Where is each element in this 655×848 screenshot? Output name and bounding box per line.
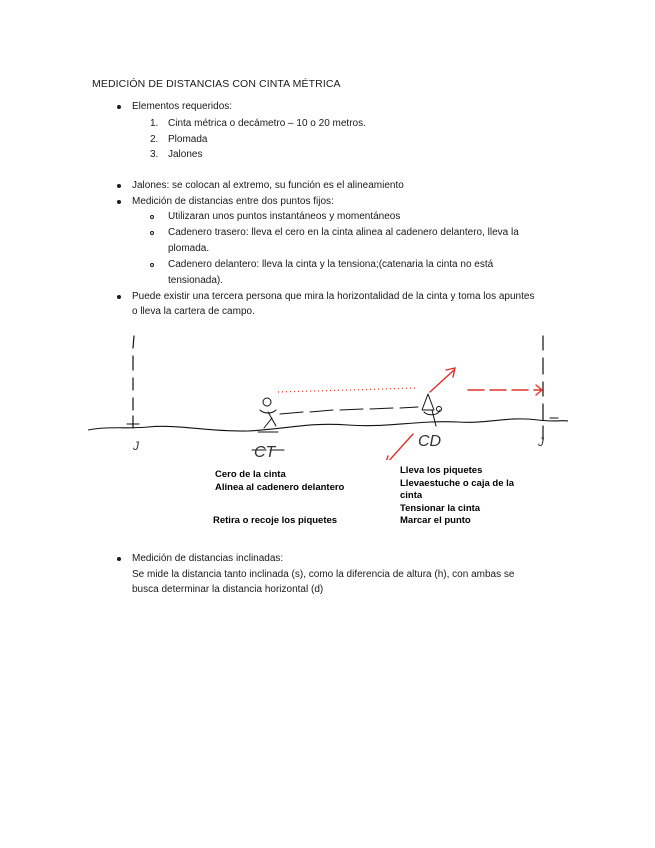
note-line: cinta: [400, 490, 423, 501]
list-item: Plomada: [168, 134, 208, 145]
bullet-dot: [117, 184, 121, 188]
note-line: Cero de la cinta: [215, 469, 286, 480]
note-line: Marcar el punto: [400, 515, 471, 526]
list-item: Cinta métrica o decámetro – 10 o 20 metros.: [168, 118, 366, 129]
bullet-dot: [117, 295, 121, 299]
jalon-left-label: J: [133, 439, 139, 453]
paragraph-line: busca determinar la distancia horizontal (d): [132, 584, 324, 595]
list-number: 2.: [150, 134, 159, 145]
list-number: 3.: [150, 149, 159, 160]
sub-bullet: [150, 215, 154, 219]
bullet-puntos-fijos: Medición de distancias entre dos puntos fijos:: [132, 196, 334, 207]
sub-item: Cadenero delantero: lleva la cinta y la tensiona;(catenaria la cinta no está: [168, 259, 494, 270]
note-line: Llevaestuche o caja de la: [400, 477, 515, 489]
bullet-jalones: Jalones: se colocan al extremo, su función es el alineamiento: [132, 180, 404, 191]
note-cd: [400, 465, 514, 528]
bullet-elementos: Elementos requeridos:: [132, 101, 233, 112]
bullet-tercera-persona: Puede existir una tercera persona que mira la horizontalidad de la cinta y toma los apuntes: [132, 291, 535, 302]
jalon-right-label: J: [538, 435, 544, 449]
tape-measuring-sketch: [88, 330, 568, 460]
note-line: Lleva los piquetes: [400, 465, 483, 476]
sub-item: Cadenero trasero: lleva el cero en la cinta alinea al cadenero delantero, lleva la: [168, 227, 519, 238]
bullet-inclinadas: Medición de distancias inclinadas:: [132, 553, 284, 564]
page-title: MEDICIÓN DE DISTANCIAS CON CINTA MÉTRICA: [92, 78, 341, 90]
sub-item-continued: tensionada).: [168, 275, 224, 286]
note-ct: [215, 469, 344, 494]
sub-bullet: [150, 231, 154, 235]
bullet-dot: [117, 557, 121, 561]
bullet-tercera-persona-continued: o lleva la cartera de campo.: [132, 306, 255, 317]
list-number: 1.: [150, 118, 159, 129]
cd-label: CD: [418, 433, 442, 450]
list-item: Jalones: [168, 149, 203, 160]
note-line: Alinea al cadenero delantero: [215, 481, 345, 493]
sub-item: Utilizaran unos puntos instantáneos y momentáneos: [168, 211, 401, 222]
sub-item-continued: plomada.: [168, 243, 210, 254]
paragraph-line: Se mide la distancia tanto inclinada (s), como la diferencia de altura (h), con ambas se: [132, 569, 515, 580]
ct-label: CT: [254, 444, 276, 460]
bullet-dot: [117, 200, 121, 204]
note-line: Tensionar la cinta: [400, 502, 481, 514]
sub-bullet: [150, 263, 154, 267]
note-bottom: Retira o recoje los piquetes: [213, 515, 338, 526]
bullet-dot: [117, 105, 121, 109]
